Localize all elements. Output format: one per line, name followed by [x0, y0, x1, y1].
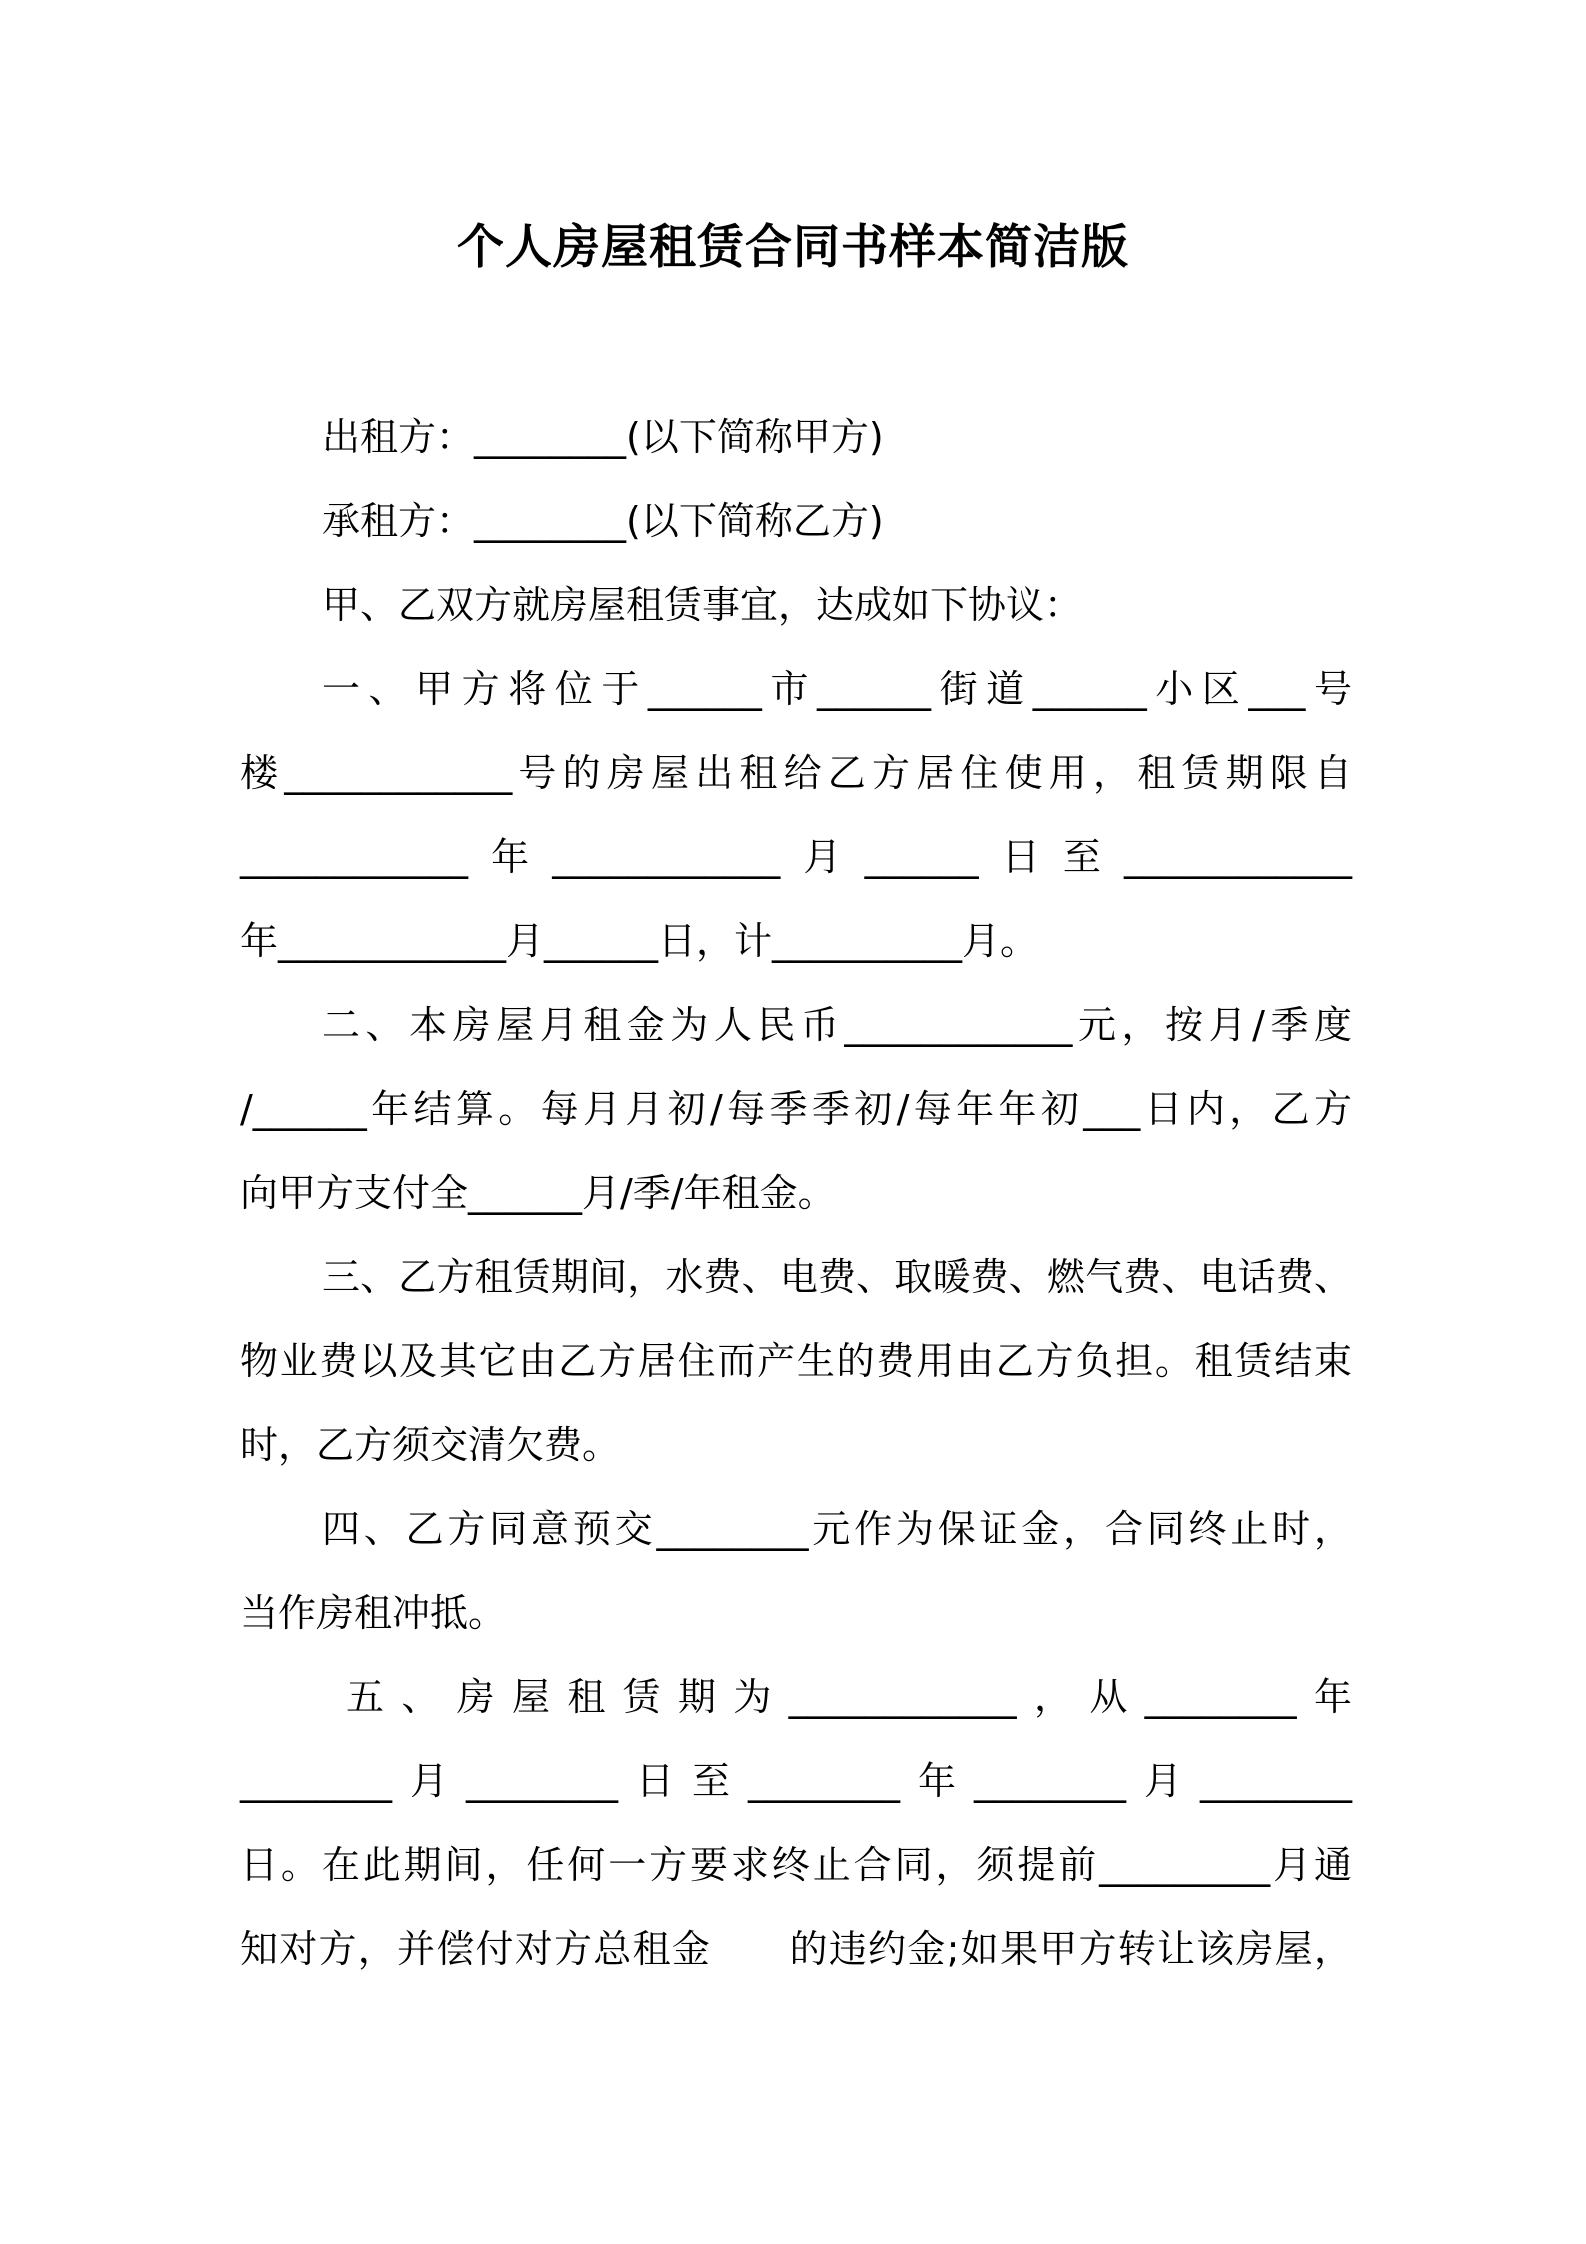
document-title: 个人房屋租赁合同书样本简洁版 [457, 220, 1129, 275]
clause-4-line-1: 四、乙方同意预交________元作为保证金，合同终止时， [322, 1507, 1352, 1551]
lessee-line: 承租方：________(以下简称乙方) [322, 499, 884, 543]
clause-2-line-1: 二、本房屋月租金为人民币____________元，按月/季度 [322, 1003, 1352, 1047]
clause-5-line-1: 五、房屋租赁期为____________，从________年 [346, 1675, 1352, 1719]
clause-5-line-4: 知对方，并偿付对方总租金 的违约金;如果甲方转让该房屋， [240, 1927, 1352, 1971]
lessor-line: 出租方：________(以下简称甲方) [322, 415, 884, 459]
clause-2-line-2: /______年结算。每月月初/每季季初/每年年初___日内，乙方 [240, 1087, 1352, 1131]
clause-3-line-2: 物业费以及其它由乙方居住而产生的费用由乙方负担。租赁结束 [240, 1339, 1352, 1383]
clause-1-line-1: 一、甲方将位于______市______街道______小区___号 [322, 667, 1352, 711]
clause-2-line-3: 向甲方支付全______月/季/年租金。 [240, 1171, 836, 1215]
agreement-intro: 甲、乙双方就房屋租赁事宜，达成如下协议： [322, 583, 1083, 627]
clause-1-line-2: 楼____________号的房屋出租给乙方居住使用，租赁期限自 [240, 751, 1352, 795]
clause-5-line-3: 日。在此期间，任何一方要求终止合同，须提前_________月通 [240, 1843, 1352, 1887]
clause-1-line-3: ____________年____________月______日至____________ [240, 835, 1352, 879]
clause-3-line-1: 三、乙方租赁期间，水费、电费、取暖费、燃气费、电话费、 [322, 1255, 1352, 1299]
clause-5-line-2: ________月________日至________年________月________ [240, 1759, 1352, 1803]
clause-4-line-2: 当作房租冲抵。 [240, 1591, 507, 1635]
clause-1-line-4: 年____________月______日，计__________月。 [240, 919, 1039, 963]
clause-3-line-3: 时，乙方须交清欠费。 [240, 1423, 621, 1467]
